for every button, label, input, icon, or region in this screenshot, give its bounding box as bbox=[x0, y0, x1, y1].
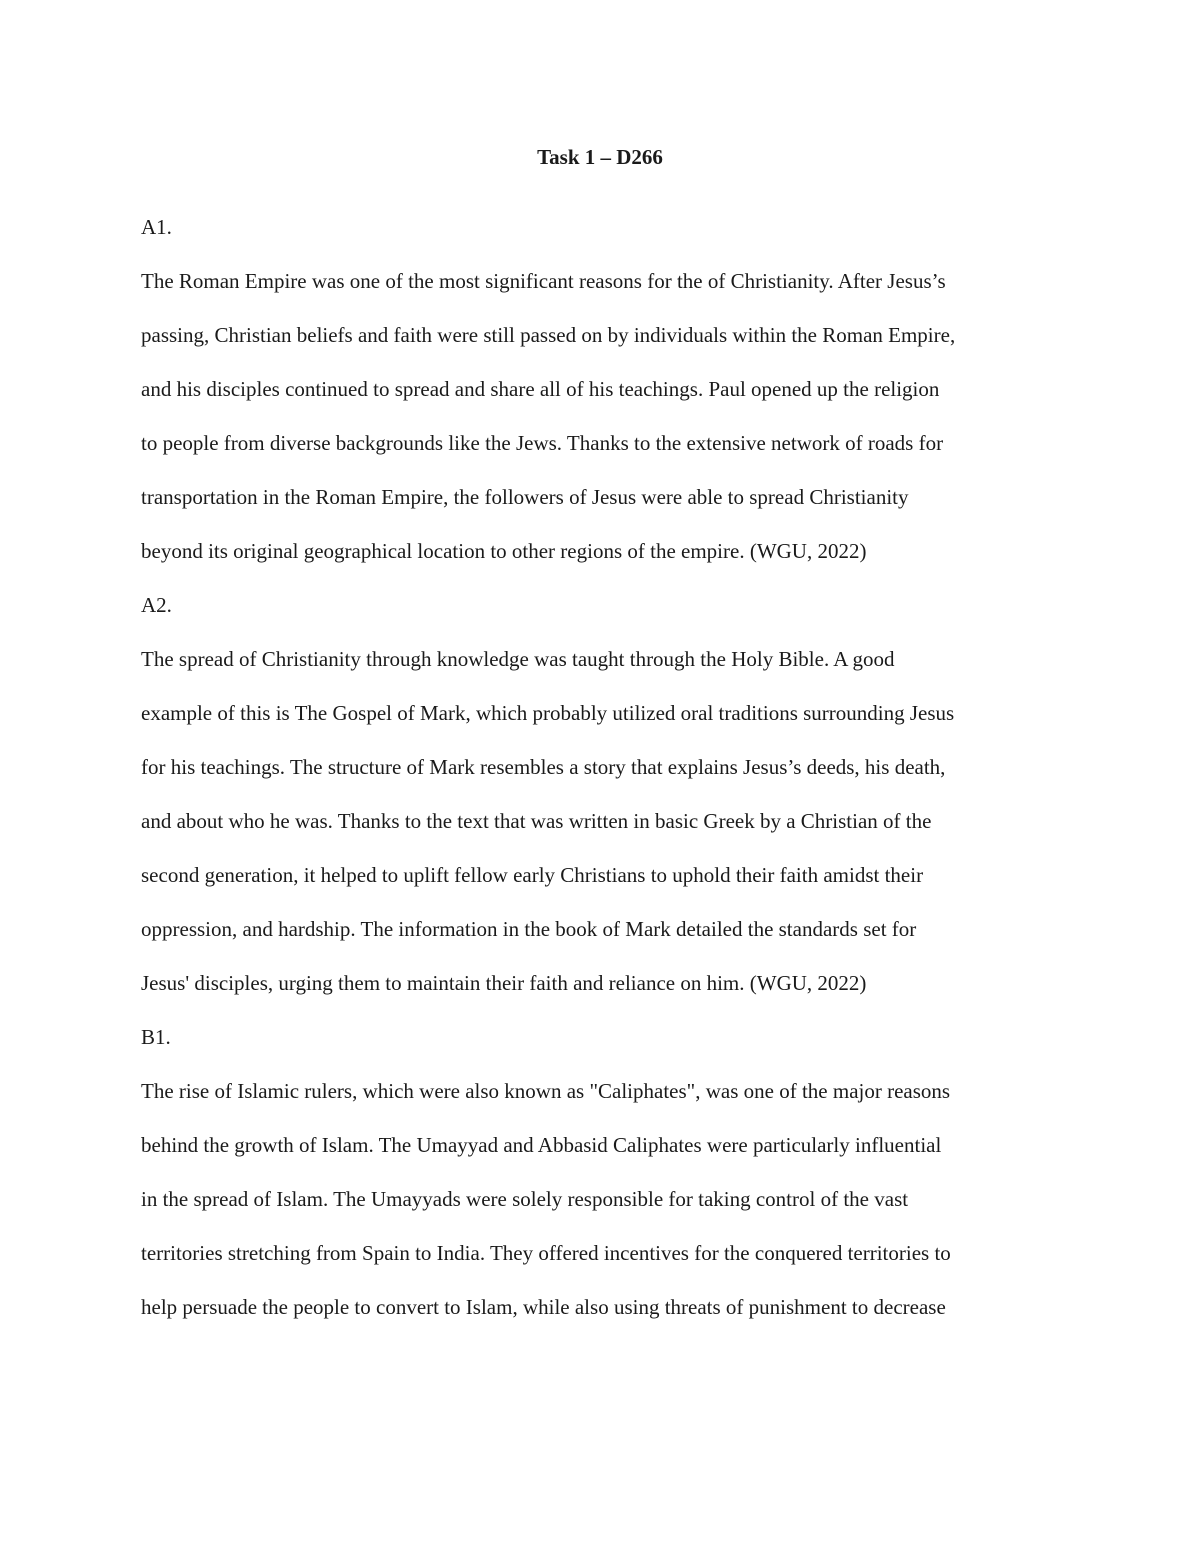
document-title: Task 1 – D266 bbox=[537, 145, 663, 169]
paragraph-line: in the spread of Islam. The Umayyads were solely responsible for taking control of the vast bbox=[141, 1187, 909, 1211]
section-a2 bbox=[141, 590, 1061, 1022]
paragraph-line: The Roman Empire was one of the most significant reasons for the of Christianity. After Jesus’s bbox=[141, 269, 946, 293]
paragraph-line: oppression, and hardship. The information in the book of Mark detailed the standards set for bbox=[141, 917, 917, 941]
section-b1 bbox=[141, 1022, 1061, 1346]
paragraph-line: The spread of Christianity through knowledge was taught through the Holy Bible. A good bbox=[141, 647, 895, 671]
paragraph-line: passing, Christian beliefs and faith were still passed on by individuals within the Roman Empire, bbox=[141, 323, 956, 347]
paragraph-line: for his teachings. The structure of Mark resembles a story that explains Jesus’s deeds, his death, bbox=[141, 755, 946, 779]
paragraph-line: territories stretching from Spain to India. They offered incentives for the conquered territories to bbox=[141, 1241, 951, 1265]
section-heading: A2. bbox=[141, 593, 172, 617]
paragraph-line: The rise of Islamic rulers, which were also known as "Caliphates", was one of the major reasons bbox=[141, 1079, 951, 1103]
paragraph-line: beyond its original geographical location to other regions of the empire. (WGU, 2022) bbox=[141, 539, 867, 563]
document-body bbox=[141, 212, 1061, 1346]
paragraph-line: example of this is The Gospel of Mark, which probably utilized oral traditions surrounding Jesus bbox=[141, 701, 955, 725]
paragraph-line: behind the growth of Islam. The Umayyad and Abbasid Caliphates were particularly influential bbox=[141, 1133, 942, 1157]
section-a1 bbox=[141, 212, 1061, 590]
paragraph-line: and his disciples continued to spread and share all of his teachings. Paul opened up the religion bbox=[141, 377, 940, 401]
paragraph-line: to people from diverse backgrounds like the Jews. Thanks to the extensive network of roads for bbox=[141, 431, 944, 455]
section-heading: B1. bbox=[141, 1025, 171, 1049]
paragraph-line: help persuade the people to convert to Islam, while also using threats of punishment to decrease bbox=[141, 1295, 946, 1319]
paragraph-line: second generation, it helped to uplift fellow early Christians to uphold their faith amidst their bbox=[141, 863, 924, 887]
paragraph-line: Jesus' disciples, urging them to maintain their faith and reliance on him. (WGU, 2022) bbox=[141, 971, 867, 995]
paragraph-line: transportation in the Roman Empire, the followers of Jesus were able to spread Christianity bbox=[141, 485, 909, 509]
section-heading: A1. bbox=[141, 215, 172, 239]
paragraph-line: and about who he was. Thanks to the text that was written in basic Greek by a Christian of the bbox=[141, 809, 932, 833]
